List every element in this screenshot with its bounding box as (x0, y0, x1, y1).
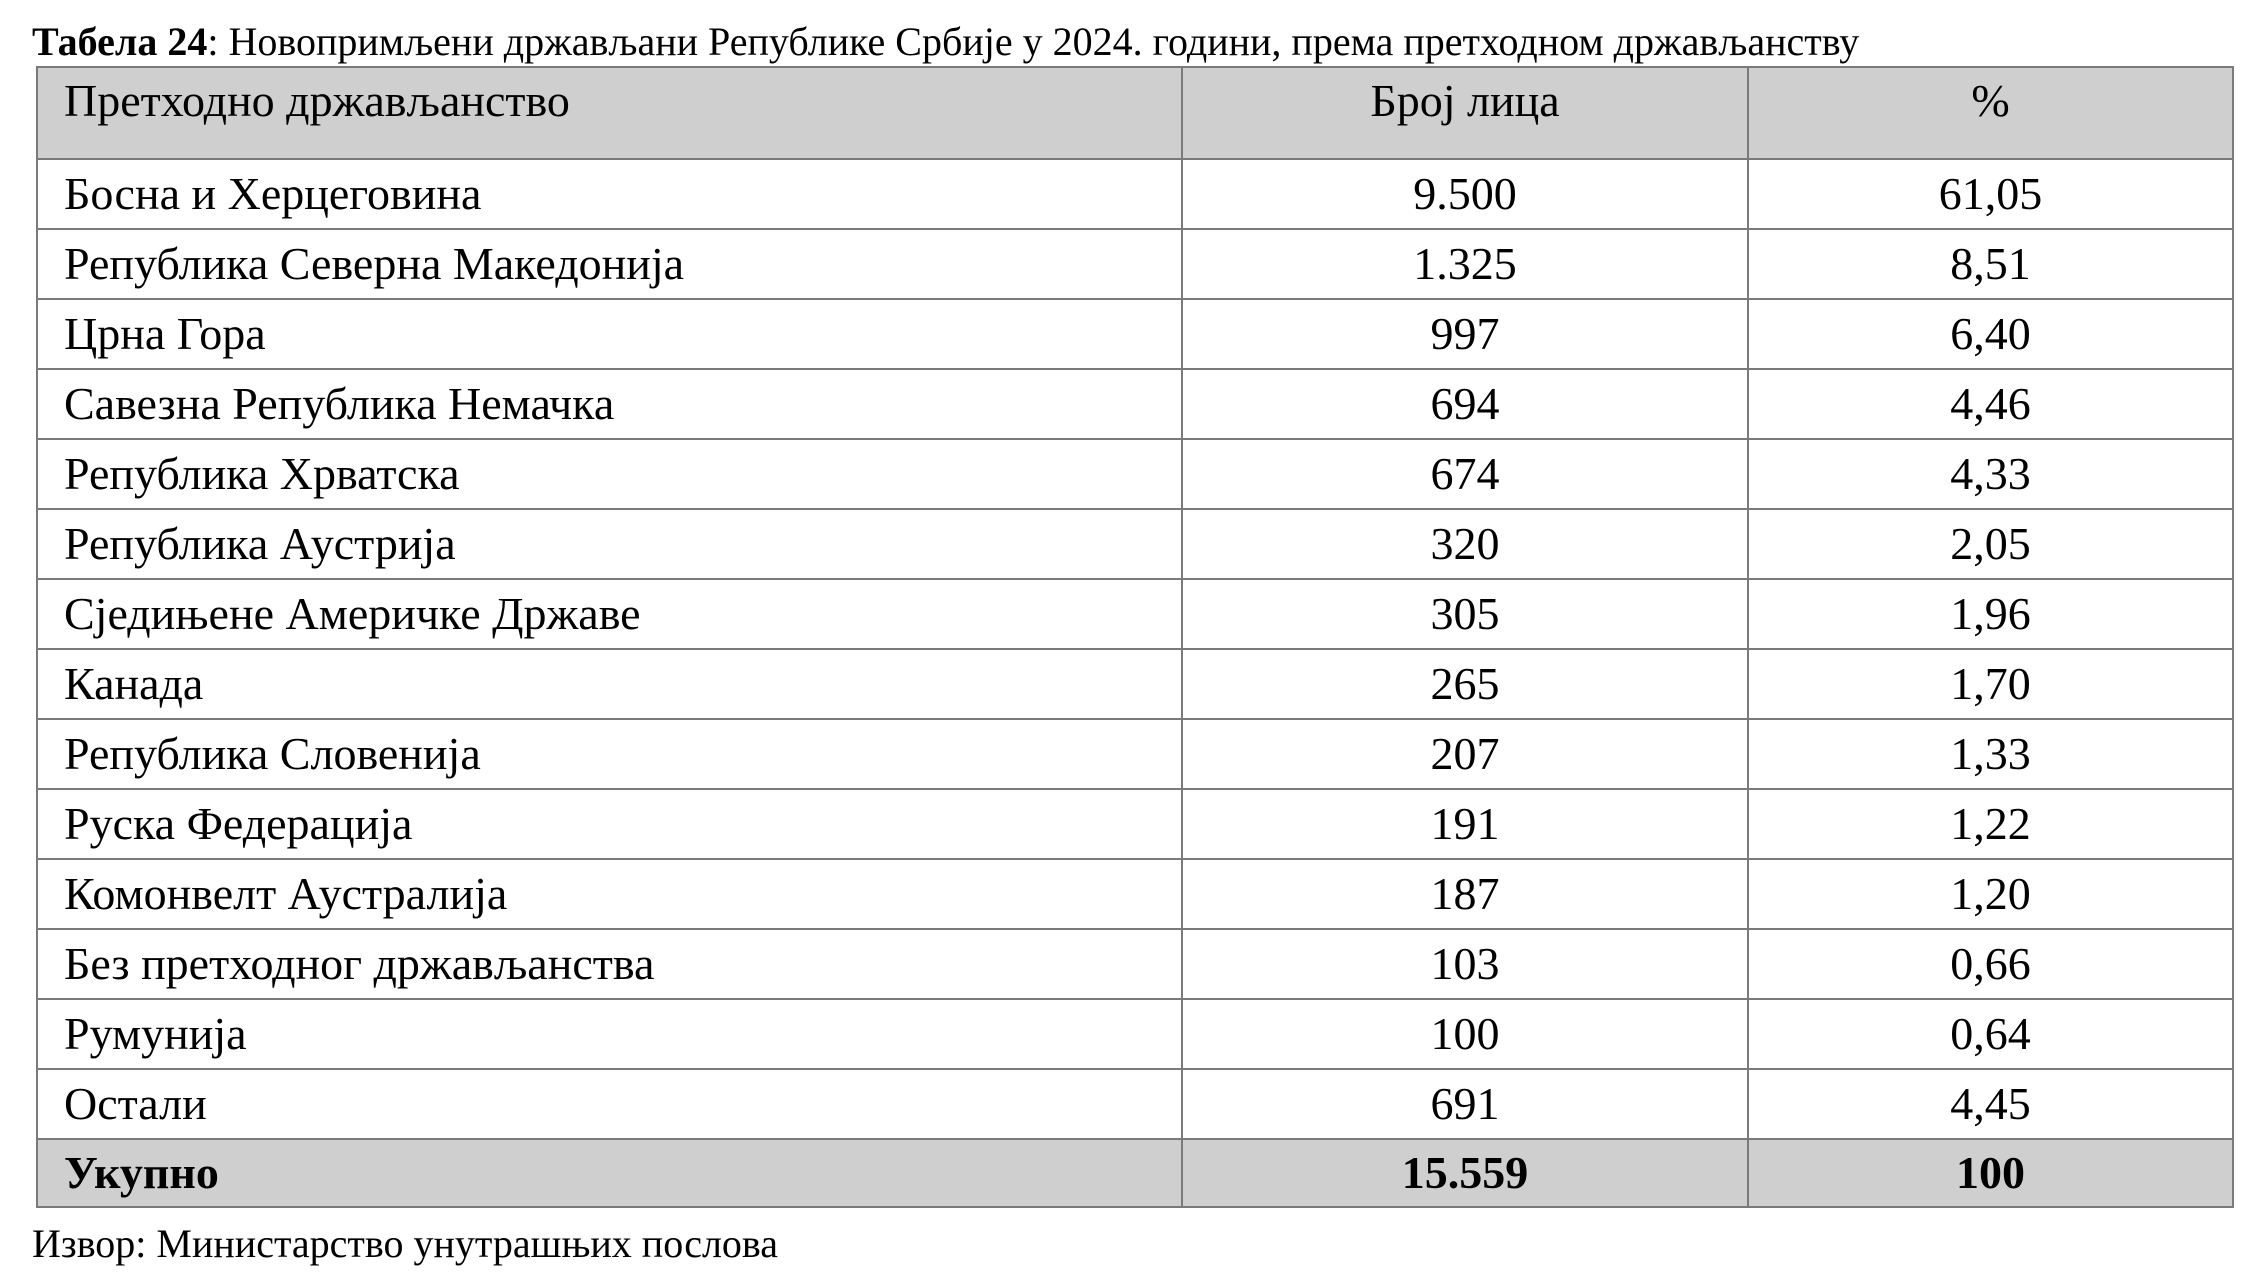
country-cell: Без претходног држављанства (37, 929, 1182, 999)
table-row (37, 579, 2233, 649)
percent-cell: 2,05 (1748, 509, 2233, 579)
percent-cell: 4,46 (1748, 369, 2233, 439)
count-cell: 674 (1182, 439, 1748, 509)
table-row (37, 369, 2233, 439)
country-cell: Босна и Херцеговина (37, 159, 1182, 229)
country-cell: Република Хрватска (37, 439, 1182, 509)
table-row (37, 1069, 2233, 1139)
percent-cell: 1,22 (1748, 789, 2233, 859)
table-row (37, 789, 2233, 859)
percent-cell: 1,70 (1748, 649, 2233, 719)
total-percent: 100 (1748, 1139, 2233, 1207)
table-row (37, 439, 2233, 509)
count-cell: 694 (1182, 369, 1748, 439)
country-cell: Република Словенија (37, 719, 1182, 789)
count-cell: 207 (1182, 719, 1748, 789)
country-cell: Руска Федерација (37, 789, 1182, 859)
percent-cell: 61,05 (1748, 159, 2233, 229)
count-cell: 9.500 (1182, 159, 1748, 229)
count-cell: 100 (1182, 999, 1748, 1069)
country-cell: Црна Гора (37, 299, 1182, 369)
header-number-of-persons: Број лица (1182, 67, 1748, 159)
header-percent: % (1748, 67, 2233, 159)
table-row (37, 649, 2233, 719)
country-cell: Сједињене Америчке Државе (37, 579, 1182, 649)
table-source-note: Извор: Министарство унутрашњих послова (32, 1221, 779, 1266)
country-cell: Комонвелт Аустралија (37, 859, 1182, 929)
country-cell: Република Северна Македонија (37, 229, 1182, 299)
total-label: Укупно (37, 1139, 1182, 1207)
table-body (37, 159, 2233, 1139)
table-caption (32, 18, 1859, 66)
table-row (37, 509, 2233, 579)
table-row (37, 229, 2233, 299)
count-cell: 1.325 (1182, 229, 1748, 299)
table-total-row (37, 1139, 2233, 1207)
table-row (37, 859, 2233, 929)
percent-cell: 4,45 (1748, 1069, 2233, 1139)
table-row (37, 719, 2233, 789)
table-caption-text: : Новопримљени држављани Републике Србије у 2024. години, према претходном држављанству (207, 19, 1860, 64)
table-row (37, 999, 2233, 1069)
citizenship-table (36, 66, 2234, 1208)
table-header-row (37, 67, 2233, 159)
table-row (37, 929, 2233, 999)
percent-cell: 8,51 (1748, 229, 2233, 299)
count-cell: 305 (1182, 579, 1748, 649)
percent-cell: 1,96 (1748, 579, 2233, 649)
count-cell: 691 (1182, 1069, 1748, 1139)
percent-cell: 4,33 (1748, 439, 2233, 509)
header-previous-citizenship: Претходно држављанство (37, 67, 1182, 159)
percent-cell: 0,66 (1748, 929, 2233, 999)
percent-cell: 6,40 (1748, 299, 2233, 369)
country-cell: Савезна Република Немачка (37, 369, 1182, 439)
country-cell: Република Аустрија (37, 509, 1182, 579)
count-cell: 187 (1182, 859, 1748, 929)
table-caption-label: Табела 24 (32, 19, 208, 64)
percent-cell: 0,64 (1748, 999, 2233, 1069)
count-cell: 320 (1182, 509, 1748, 579)
total-count: 15.559 (1182, 1139, 1748, 1207)
percent-cell: 1,33 (1748, 719, 2233, 789)
country-cell: Остали (37, 1069, 1182, 1139)
count-cell: 103 (1182, 929, 1748, 999)
country-cell: Канада (37, 649, 1182, 719)
count-cell: 191 (1182, 789, 1748, 859)
table-row (37, 159, 2233, 229)
percent-cell: 1,20 (1748, 859, 2233, 929)
country-cell: Румунија (37, 999, 1182, 1069)
count-cell: 997 (1182, 299, 1748, 369)
count-cell: 265 (1182, 649, 1748, 719)
table-row (37, 299, 2233, 369)
